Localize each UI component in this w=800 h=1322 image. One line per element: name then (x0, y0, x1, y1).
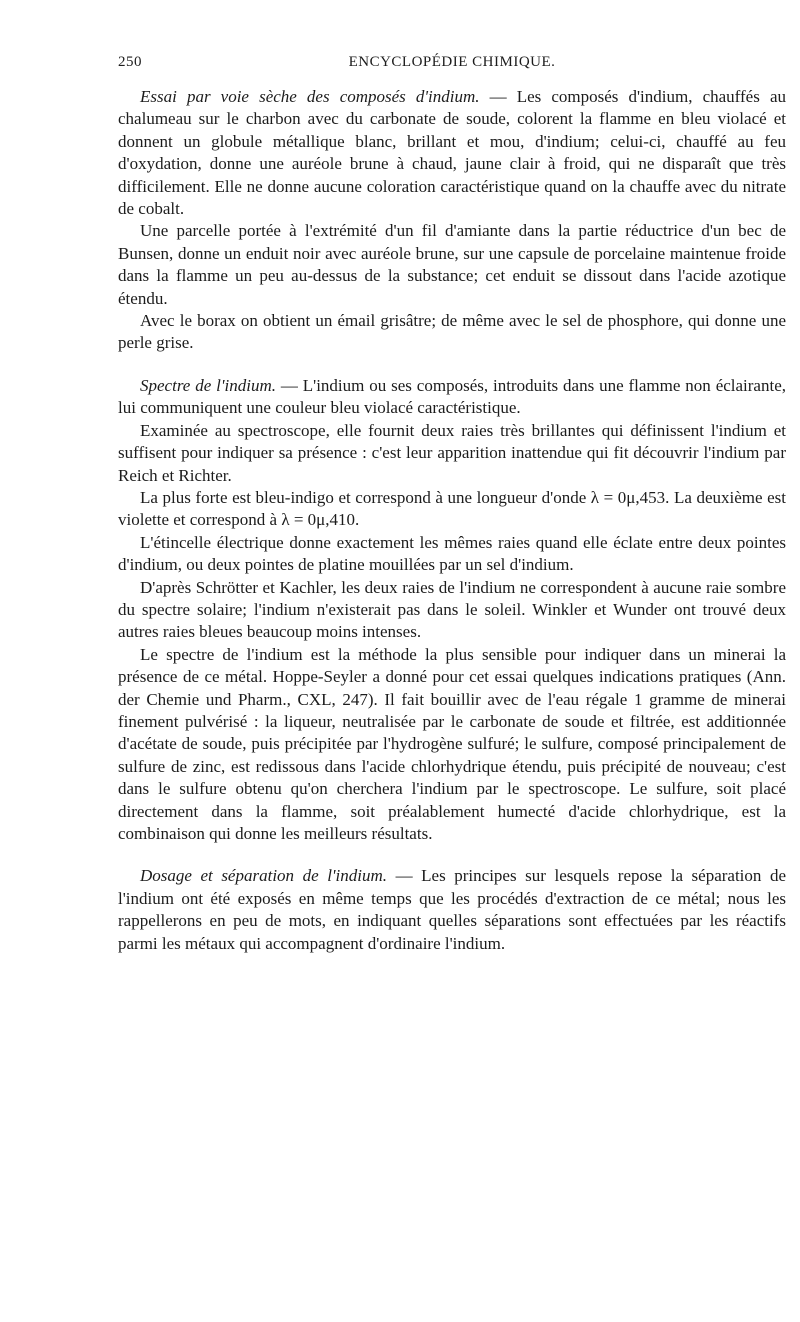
paragraph (118, 487, 786, 532)
paragraph-text: Examinée au spectroscope, elle fournit deux raies très brillantes qui définissent l'indium et suffisent pour indiquer sa présence : c'est leur apparition inattendue qui fit découvrir l'indium par Reich et Richter. (118, 420, 786, 485)
paragraph-text: La plus forte est bleu-indigo et correspond à une longueur d'onde λ = 0μ,453. La deuxième est violette et correspond à λ = 0μ,410. (118, 487, 786, 530)
paragraph (118, 375, 786, 420)
paragraph (118, 220, 786, 310)
paragraph-text: D'après Schrötter et Kachler, les deux raies de l'indium ne correspondent à aucune raie sombre du spectre solaire; l'indium n'existerait pas dans le soleil. Winkler et Wunder ont trouvé deux autres raies bleues beaucoup moins intenses. (118, 577, 786, 642)
paragraph (118, 532, 786, 577)
paragraph (118, 644, 786, 846)
paragraph-text: — L'indium ou ses composés, introduits dans une flamme non éclairante, lui communiquent une couleur bleu violacé caractéristique. (118, 375, 786, 418)
paragraph-text: Une parcelle portée à l'extrémité d'un fil d'amiante dans la partie réductrice d'un bec de Bunsen, donne un enduit noir avec auréole brune, sur une capsule de porcelaine maintenue froide dans la flamme un peu au-dessus de la substance; cet enduit se dissout dans l'acide azotique étendu. (118, 221, 786, 308)
paragraph (118, 577, 786, 644)
paragraph-text: Le spectre de l'indium est la méthode la plus sensible pour indiquer dans un minerai la présence de ce métal. Hoppe-Seyler a donné pour cet essai quelques indications pratiques (Ann. der Chemie und Pharm., CXL, 247). Il fait bouillir avec de l'eau régale 1 gramme de minerai finement pulvérisé : la liqueur, neutralisée par le carbonate de soude et filtrée, est additionnée d'acétate de soude, puis précipitée par l'hydrogène sulfuré; le sulfure, composé principalement de sulfure de zinc, est redissous dans l'acide chlorhydrique étendu, puis précipité de nouveau; c'est dans le sulfure obtenu qu'on cherchera l'indium par le spectroscope. Le sulfure, soit placé directement dans la flamme, soit préalablement humecté d'acide chlorhydrique, est la combinaison qui donne les meilleurs résultats. (118, 644, 786, 843)
paragraph (118, 865, 786, 955)
paragraph-text: — Les composés d'indium, chauffés au chalumeau sur le charbon avec du carbonate de soude, colorent la flamme en bleu violacé et donnent un globule métallique blanc, brillant et mou, d'indium; celui-ci, chauffé au feu d'oxydation, donne une auréole brune à chaud, jaune clair à froid, qui ne disparaît que très difficilement. Elle ne donne aucune coloration caractéristique quand on la chauffe avec du nitrate de cobalt. (118, 87, 786, 219)
running-title: ENCYCLOPÉDIE CHIMIQUE. (348, 54, 556, 70)
section-heading: Essai par voie sèche des composés d'indium. (140, 87, 480, 106)
paragraph-text: — Les principes sur lesquels repose la séparation de l'indium ont été exposés en même temps que les procédés d'extraction de ce métal; nous les rappellerons en peu de mots, en indiquant quelles séparations sont effectuées par les réactifs parmi les métaux qui accompagnent d'ordinaire l'indium. (118, 866, 787, 953)
paragraph-text: L'étincelle électrique donne exactement les mêmes raies quand elle éclate entre deux pointes d'indium, ou deux pointes de platine mouillées par un sel d'indium. (118, 532, 786, 575)
section-heading: Spectre de l'indium. (140, 375, 276, 395)
section-heading: Dosage et séparation de l'indium. (140, 866, 388, 886)
paragraph-text: Avec le borax on obtient un émail grisâtre; de même avec le sel de phosphore, qui donne une perle grise. (118, 311, 786, 353)
paragraph (118, 420, 786, 487)
page-header (118, 54, 786, 78)
body-text (118, 86, 786, 955)
paragraph (118, 310, 786, 355)
page-number: 250 (118, 54, 142, 70)
paragraph (118, 86, 786, 220)
